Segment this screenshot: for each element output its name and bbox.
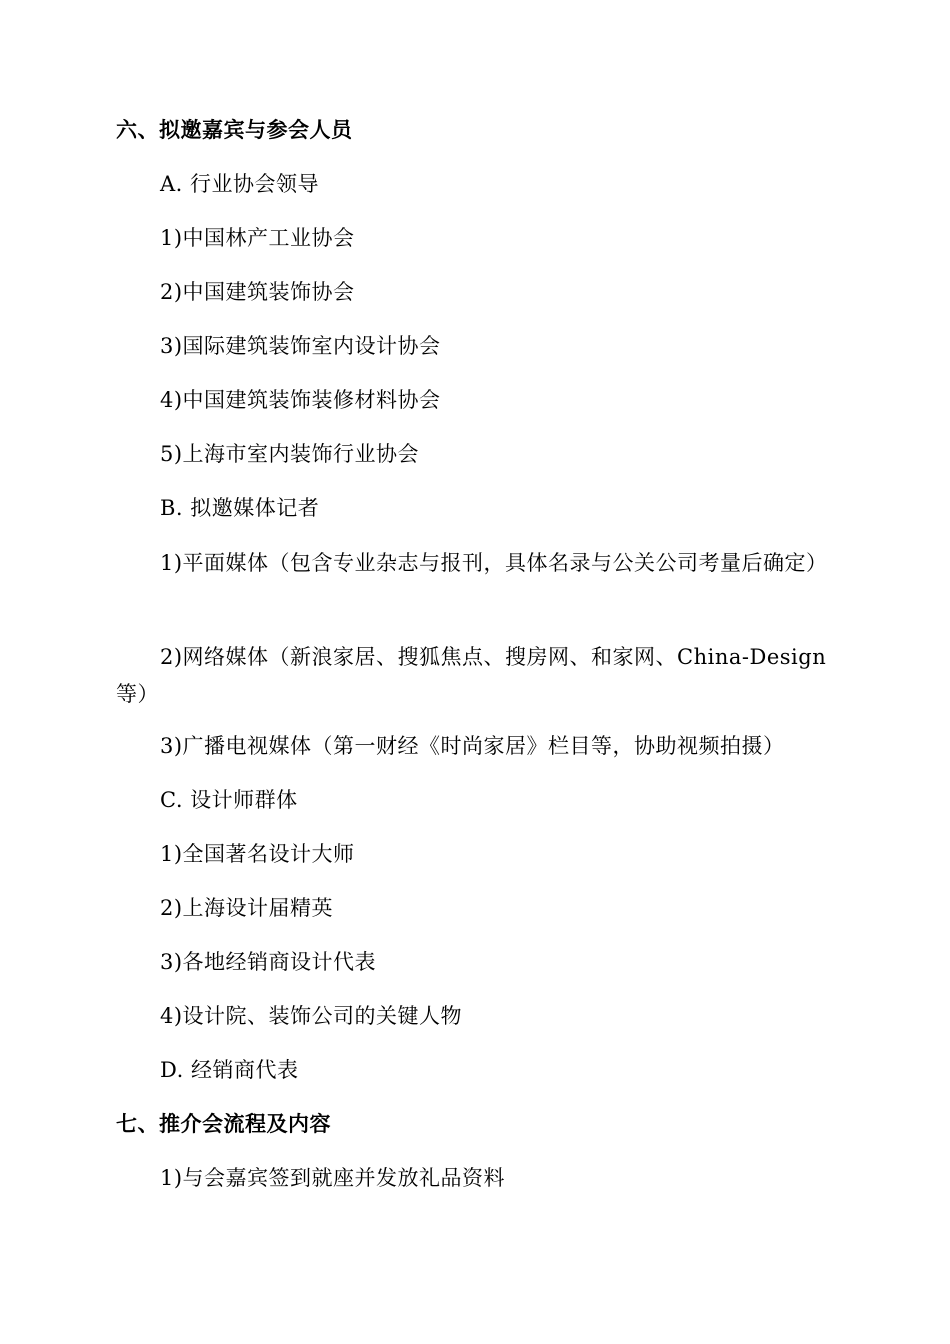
list-item: 4)设计院、装饰公司的关键人物 [160,1004,463,1028]
section-heading-process: 七、推介会流程及内容 [116,1112,331,1136]
list-item: 1)中国林产工业协会 [160,226,355,250]
list-item: 2)中国建筑装饰协会 [160,280,355,304]
list-item: 2)上海设计届精英 [160,896,334,920]
list-item-broadcast-media: 3)广播电视媒体（第一财经《时尚家居》栏目等，协助视频拍摄） [160,734,785,758]
list-item: 3)各地经销商设计代表 [160,950,377,974]
list-item-category-d: D. 经销商代表 [160,1058,299,1082]
list-item: 1)全国著名设计大师 [160,842,355,866]
list-item-category-b: B. 拟邀媒体记者 [160,496,320,520]
list-item: 4)中国建筑装饰装修材料协会 [160,388,441,412]
list-item-print-media: 1)平面媒体（包含专业杂志与报刊，具体名录与公关公司考量后确定） [160,551,828,575]
list-item: 3)国际建筑装饰室内设计协会 [160,334,441,358]
list-item-online-media: 2)网络媒体（新浪家居、搜狐焦点、搜房网、和家网、China-Design等） [116,645,827,706]
list-item-category-c: C. 设计师群体 [160,788,298,812]
list-item: 1)与会嘉宾签到就座并发放礼品资料 [160,1166,506,1190]
section-heading-guests: 六、拟邀嘉宾与参会人员 [116,118,353,142]
list-item-category-a: A. 行业协会领导 [160,172,320,196]
list-item: 5)上海市室内装饰行业协会 [160,442,420,466]
